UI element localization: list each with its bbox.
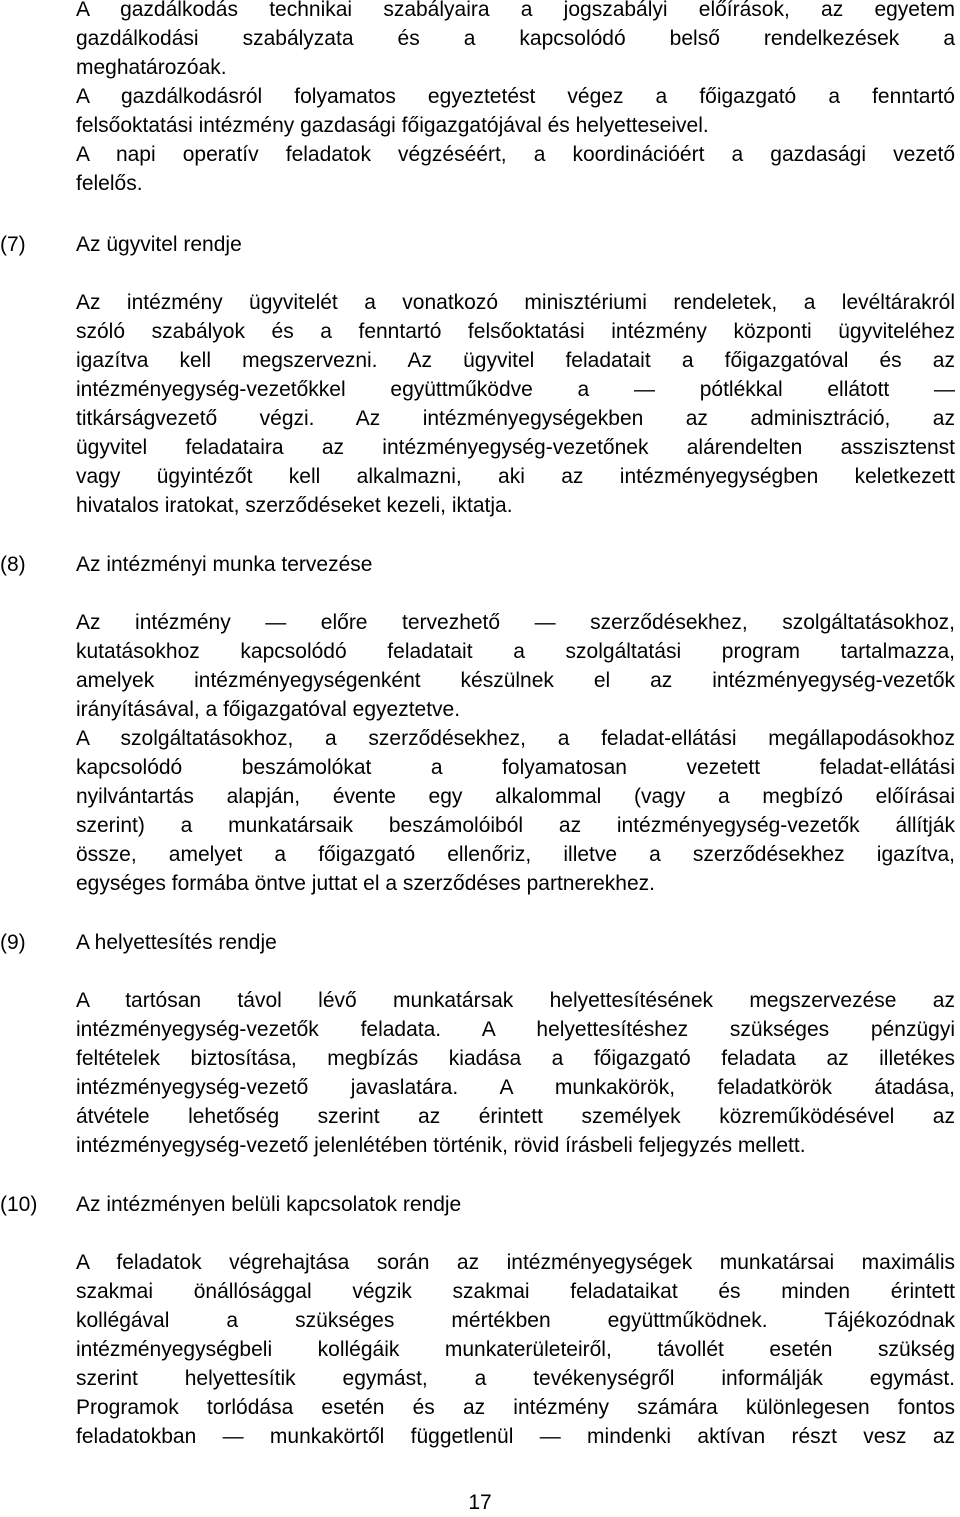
text-line: intézményegység-vezetők feladata. A helyettesítéshez szükséges pénzügyi bbox=[76, 1018, 955, 1041]
section-10-paragraph-1 bbox=[76, 1248, 955, 1451]
text-line: szerint) a munkatársaik beszámolóiból az intézményegység-vezetők állítják bbox=[76, 814, 955, 837]
text-line: A gazdálkodás technikai szabályaira a jogszabályi előírások, az egyetem bbox=[76, 0, 955, 21]
text-line: intézményegység-vezetőkkel együttműködve a — pótlékkal ellátott — bbox=[76, 378, 955, 401]
text-line: egységes formába öntve juttat el a szerződéses partnerekhez. bbox=[76, 872, 655, 895]
section-9-paragraph-1 bbox=[76, 986, 955, 1160]
section-number: (9) bbox=[0, 931, 26, 954]
section-number: (10) bbox=[0, 1193, 38, 1216]
text-line: kollégával a szükséges mértékben együttműködnek. Tájékozódnak bbox=[76, 1309, 955, 1332]
text-line: ügyvitel feladataira az intézményegység-vezetőnek alárendelten asszisztenst bbox=[76, 436, 955, 459]
section-number: (7) bbox=[0, 233, 26, 256]
section-title: Az intézményen belüli kapcsolatok rendje bbox=[76, 1193, 462, 1216]
text-line: felsőoktatási intézmény gazdasági főigazgatójával és helyetteseivel. bbox=[76, 114, 709, 137]
text-line: igazítva kell megszervezni. Az ügyvitel feladatait a főigazgatóval és az bbox=[76, 349, 955, 372]
text-line: szóló szabályok és a fenntartó felsőoktatási intézmény központi ügyviteléhez bbox=[76, 320, 955, 343]
section-title: Az ügyvitel rendje bbox=[76, 233, 242, 256]
text-line: kutatásokhoz kapcsolódó feladatait a szolgáltatási program tartalmazza, bbox=[76, 640, 955, 663]
text-line: átvétele lehetőség szerint az érintett személyek közreműködésével az bbox=[76, 1105, 955, 1128]
text-line: hivatalos iratokat, szerződéseket kezeli, iktatja. bbox=[76, 494, 513, 517]
section-8-paragraph-1 bbox=[76, 608, 955, 724]
text-line: intézményegység-vezető javaslatára. A munkakörök, feladatkörök átadása, bbox=[76, 1076, 955, 1099]
section-8-paragraph-2 bbox=[76, 724, 955, 898]
section-number: (8) bbox=[0, 553, 26, 576]
text-line: meghatározóak. bbox=[76, 56, 227, 79]
text-line: szerint helyettesítik egymást, a tevékenységről informálják egymást. bbox=[76, 1367, 955, 1390]
text-line: A feladatok végrehajtása során az intézményegységek munkatársai maximális bbox=[76, 1251, 955, 1274]
text-line: A napi operatív feladatok végzéséért, a koordinációért a gazdasági vezető bbox=[76, 143, 955, 166]
intro-paragraph-1 bbox=[76, 0, 955, 82]
text-line: Az intézmény ügyvitelét a vonatkozó minisztériumi rendeletek, a levéltárakról bbox=[76, 291, 955, 314]
text-line: A szolgáltatásokhoz, a szerződésekhez, a feladat-ellátási megállapodásokhoz bbox=[76, 727, 955, 750]
text-line: kapcsolódó beszámolókat a folyamatosan vezetett feladat-ellátási bbox=[76, 756, 955, 779]
text-line: A gazdálkodásról folyamatos egyeztetést végez a főigazgató a fenntartó bbox=[76, 85, 955, 108]
text-line: titkárságvezető végzi. Az intézményegységekben az adminisztráció, az bbox=[76, 407, 955, 430]
text-line: vagy ügyintézőt kell alkalmazni, aki az intézményegységben keletkezett bbox=[76, 465, 955, 488]
text-line: intézményegységbeli kollégáik munkaterületeiről, távollét esetén szükség bbox=[76, 1338, 955, 1361]
text-line: intézményegység-vezető jelenlétében történik, rövid írásbeli feljegyzés mellett. bbox=[76, 1134, 806, 1157]
text-line: irányításával, a főigazgatóval egyeztetve. bbox=[76, 698, 461, 721]
text-line: amelyek intézményegységenként készülnek el az intézményegység-vezetők bbox=[76, 669, 955, 692]
text-line: össze, amelyet a főigazgató ellenőriz, illetve a szerződésekhez igazítva, bbox=[76, 843, 955, 866]
section-7-paragraph-1 bbox=[76, 288, 955, 520]
intro-paragraph-3 bbox=[76, 140, 955, 198]
page-number: 17 bbox=[468, 1491, 492, 1514]
text-line: feladatokban — munkakörtől függetlenül — mindenki aktívan részt vesz az bbox=[76, 1425, 955, 1448]
intro-paragraph-2 bbox=[76, 82, 955, 140]
text-line: gazdálkodási szabályzata és a kapcsolódó belső rendelkezések a bbox=[76, 27, 955, 50]
text-line: feltételek biztosítása, megbízás kiadása a főigazgató feladata az illetékes bbox=[76, 1047, 955, 1070]
text-line: nyilvántartás alapján, évente egy alkalommal (vagy a megbízó előírásai bbox=[76, 785, 955, 808]
text-line: szakmai önállósággal végzik szakmai feladataikat és minden érintett bbox=[76, 1280, 955, 1303]
text-line: A tartósan távol lévő munkatársak helyettesítésének megszervezése az bbox=[76, 989, 955, 1012]
section-title: A helyettesítés rendje bbox=[76, 931, 277, 954]
section-title: Az intézményi munka tervezése bbox=[76, 553, 373, 576]
text-line: felelős. bbox=[76, 172, 143, 195]
text-line: Az intézmény — előre tervezhető — szerződésekhez, szolgáltatásokhoz, bbox=[76, 611, 955, 634]
text-line: Programok torlódása esetén és az intézmény számára különlegesen fontos bbox=[76, 1396, 955, 1419]
